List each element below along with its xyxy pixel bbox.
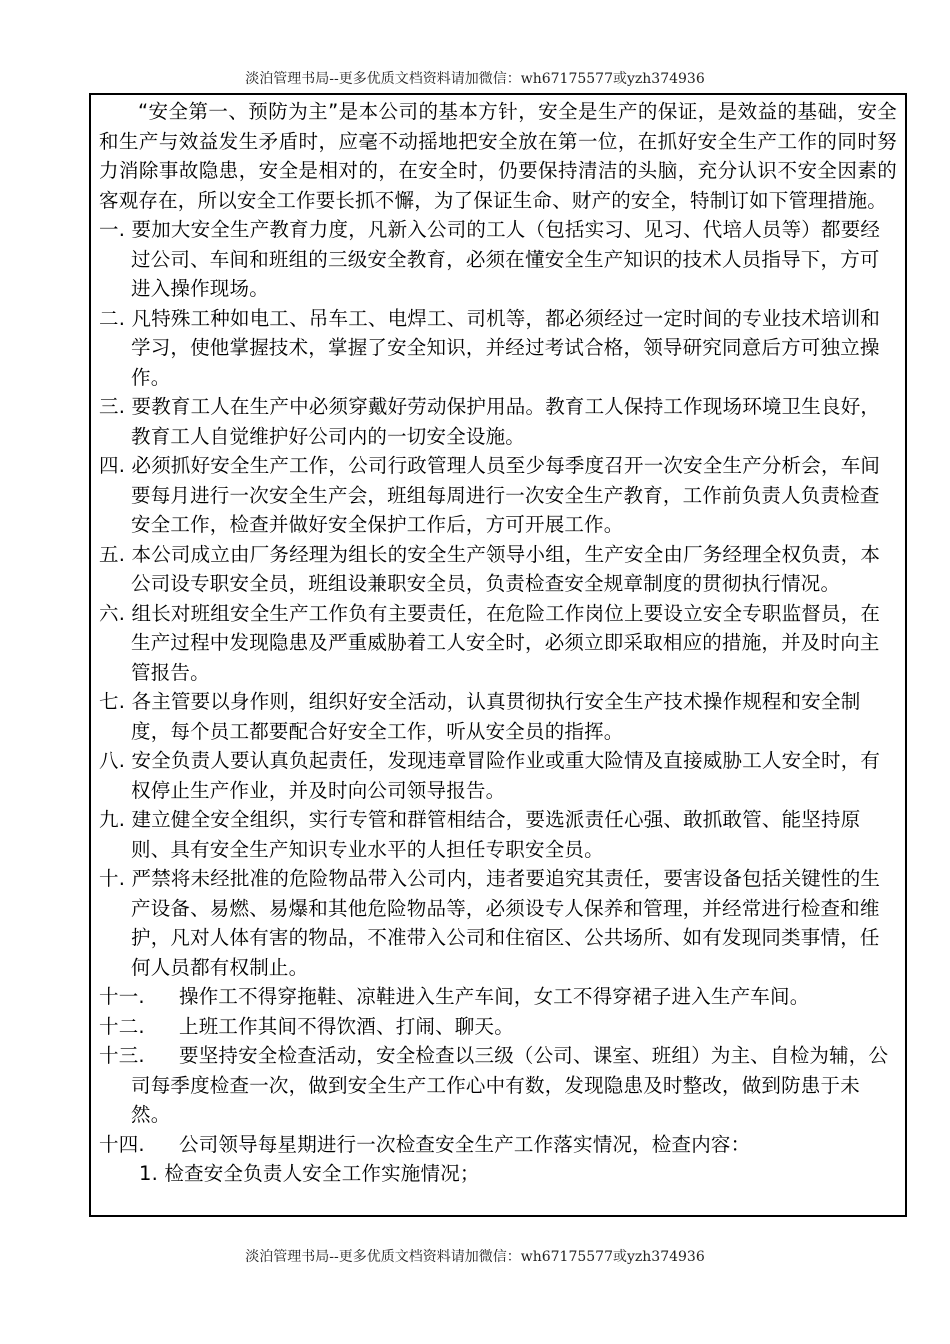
- item-number: 九.: [99, 808, 132, 831]
- sub-list-item: 1. 检查安全负责人安全工作实施情况；: [139, 1162, 480, 1185]
- item-number: 三.: [99, 395, 132, 418]
- item-text: 要加大安全生产教育力度，凡新入公司的工人（包括实习、见习、代培人员等）都要经过公司、车间和班组的三级安全教育，必须在懂安全生产知识的技术人员指导下，方可进入操作现场。: [131, 218, 881, 300]
- list-item: [99, 746, 897, 805]
- item-text: 上班工作其间不得饮酒、打闹、聊天。: [179, 1014, 514, 1038]
- footer-watermark-note: 淡泊管理书局--更多优质文档资料请加微信：wh67175577或yzh374936: [245, 1249, 705, 1265]
- item-number: 十四.: [99, 1132, 145, 1156]
- item-number: 十.: [99, 867, 132, 890]
- list-item: [99, 599, 897, 688]
- item-text: 安全负责人要认真负起责任，发现违章冒险作业或重大险情及直接威胁工人安全时，有权停止生产作业，并及时向公司领导报告。: [131, 749, 881, 802]
- list-item: [99, 1041, 897, 1130]
- item-text: 操作工不得穿拖鞋、凉鞋进入生产车间，女工不得穿裙子进入生产车间。: [179, 985, 810, 1008]
- item-number: 四.: [99, 454, 132, 477]
- list-item: [99, 864, 897, 982]
- item-text: 必须抓好安全生产工作，公司行政管理人员至少每季度召开一次安全生产分析会，车间要每月进行一次安全生产会，班组每周进行一次安全生产教育，工作前负责人负责检查安全工作，检查并做好安全保护工作后，方可开展工作。: [131, 454, 881, 536]
- list-item: [99, 982, 897, 1012]
- item-text: 本公司成立由厂务经理为组长的安全生产领导小组，生产安全由厂务经理全权负责，本公司设专职安全员，班组设兼职安全员，负责检查安全规章制度的贯彻执行情况。: [131, 542, 881, 595]
- item-text: 组长对班组安全生产工作负有主要责任，在危险工作岗位上要设立安全专职监督员，在生产过程中发现隐患及严重威胁着工人安全时，必须立即采取相应的措施，并及时向主管报告。: [131, 601, 881, 684]
- item-number: 十一.: [99, 985, 145, 1008]
- list-item: [99, 540, 897, 599]
- list-item: [99, 1130, 897, 1160]
- item-text: 要坚持安全检查活动，安全检查以三级（公司、课室、班组）为主、自检为辅，公司每季度检查一次，做到安全生产工作心中有数，发现隐患及时整改，做到防患于未然。: [131, 1044, 889, 1126]
- item-number: 十二.: [99, 1014, 145, 1038]
- item-number: 五.: [99, 542, 132, 566]
- list-item: [99, 392, 897, 451]
- item-number: 二.: [99, 306, 132, 330]
- list-item: [99, 1012, 897, 1042]
- item-text: 严禁将未经批准的危险物品带入公司内，违者要追究其责任，要害设备包括关键性的生产设备、易燃、易爆和其他危险物品等，必须设专人保养和管理，并经常进行检查和维护，凡对人体有害的物品，不准带入公司和住宿区、公共场所、如有发现同类事情，任何人员都有权制止。: [131, 867, 881, 979]
- list-item: [99, 687, 897, 746]
- item-number: 一.: [99, 218, 132, 241]
- item-text: 各主管要以身作则，组织好安全活动，认真贯彻执行安全生产技术操作规程和安全制度，每个员工都要配合好安全工作，听从安全员的指挥。: [131, 690, 861, 743]
- item-number: 六.: [99, 601, 132, 625]
- header-watermark-note: 淡泊管理书局--更多优质文档资料请加微信：wh67175577或yzh374936: [245, 71, 705, 87]
- item-number: 八.: [99, 749, 132, 772]
- item-number: 七.: [99, 690, 132, 713]
- document-frame: [89, 93, 907, 1217]
- list-item: [99, 805, 897, 864]
- list-item: [99, 215, 897, 304]
- item-text: 公司领导每星期进行一次检查安全生产工作落实情况，检查内容：: [179, 1132, 751, 1156]
- intro-paragraph: “安全第一、预防为主”是本公司的基本方针，安全是生产的保证，是效益的基础，安全和生产与效益发生矛盾时，应毫不动摇地把安全放在第一位，在抓好安全生产工作的同时努力消除事故隐患，安全是相对的，在安全时，仍要保持清洁的头脑，充分认识不安全因素的客观存在，所以安全工作要长抓不懈，为了保证生命、财产的安全，特制订如下管理措施。: [99, 100, 897, 212]
- item-text: 要教育工人在生产中必须穿戴好劳动保护用品。教育工人保持工作现场环境卫生良好，教育工人自觉维护好公司内的一切安全设施。: [131, 395, 881, 448]
- list-item: [99, 304, 897, 393]
- list-item: [99, 451, 897, 540]
- item-number: 十三.: [99, 1044, 145, 1067]
- item-text: 凡特殊工种如电工、吊车工、电焊工、司机等，都必须经过一定时间的专业技术培训和学习，使他掌握技术，掌握了安全知识，并经过考试合格，领导研究同意后方可独立操作。: [131, 306, 881, 389]
- item-text: 建立健全安全组织，实行专管和群管相结合，要选派责任心强、敢抓敢管、能坚持原则、具有安全生产知识专业水平的人担任专职安全员。: [131, 808, 861, 861]
